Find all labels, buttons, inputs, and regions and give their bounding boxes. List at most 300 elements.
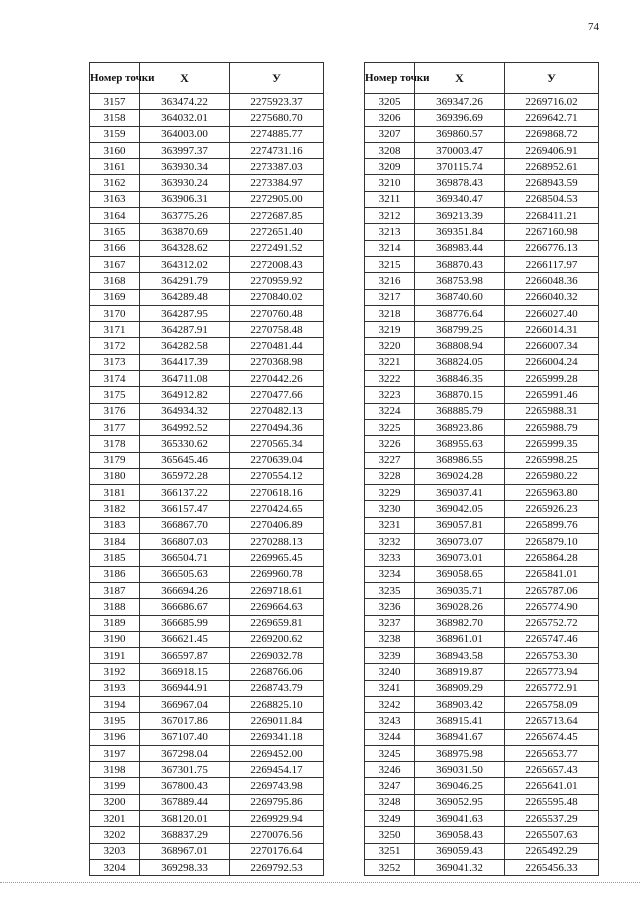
x-coordinate-cell: 364003.00 xyxy=(140,126,230,142)
table-row xyxy=(365,648,599,664)
y-coordinate-cell: 2265758.09 xyxy=(505,696,599,712)
table-row xyxy=(365,468,599,484)
x-coordinate-cell: 368776.64 xyxy=(415,305,505,321)
x-coordinate-cell: 368919.87 xyxy=(415,664,505,680)
table-row xyxy=(365,371,599,387)
table-row xyxy=(365,501,599,517)
y-coordinate-cell: 2272491.52 xyxy=(230,240,324,256)
x-coordinate-cell: 363997.37 xyxy=(140,142,230,158)
point-number-cell: 3190 xyxy=(90,631,140,647)
table-row xyxy=(365,517,599,533)
point-number-cell: 3202 xyxy=(90,827,140,843)
point-number-cell: 3216 xyxy=(365,273,415,289)
point-number-cell: 3188 xyxy=(90,599,140,615)
point-number-cell: 3220 xyxy=(365,338,415,354)
point-number-cell: 3198 xyxy=(90,762,140,778)
x-coordinate-cell: 363474.22 xyxy=(140,94,230,110)
table-row xyxy=(90,94,324,110)
table-row xyxy=(365,794,599,810)
x-coordinate-cell: 369046.25 xyxy=(415,778,505,794)
x-coordinate-cell: 369058.65 xyxy=(415,566,505,582)
point-number-cell: 3193 xyxy=(90,680,140,696)
point-number-cell: 3210 xyxy=(365,175,415,191)
x-coordinate-cell: 367301.75 xyxy=(140,762,230,778)
point-number-cell: 3195 xyxy=(90,713,140,729)
y-coordinate-cell: 2265879.10 xyxy=(505,534,599,550)
point-number-cell: 3201 xyxy=(90,811,140,827)
x-coordinate-cell: 369058.43 xyxy=(415,827,505,843)
table-row xyxy=(90,419,324,435)
x-coordinate-cell: 364934.32 xyxy=(140,403,230,419)
point-number-header: Номер точки xyxy=(90,63,140,94)
point-number-cell: 3226 xyxy=(365,436,415,452)
point-number-header: Номер точки xyxy=(365,63,415,94)
point-number-cell: 3176 xyxy=(90,403,140,419)
y-coordinate-cell: 2270482.13 xyxy=(230,403,324,419)
y-coordinate-cell: 2269929.94 xyxy=(230,811,324,827)
point-number-cell: 3164 xyxy=(90,208,140,224)
table-header-row xyxy=(90,63,324,94)
point-number-cell: 3231 xyxy=(365,517,415,533)
x-coordinate-cell: 369340.47 xyxy=(415,191,505,207)
y-coordinate-cell: 2265841.01 xyxy=(505,566,599,582)
y-coordinate-cell: 2266776.13 xyxy=(505,240,599,256)
point-number-cell: 3163 xyxy=(90,191,140,207)
table-row xyxy=(365,696,599,712)
y-coordinate-cell: 2272651.40 xyxy=(230,224,324,240)
point-number-cell: 3209 xyxy=(365,159,415,175)
x-coordinate-cell: 369351.84 xyxy=(415,224,505,240)
table-row xyxy=(90,485,324,501)
y-coordinate-cell: 2269032.78 xyxy=(230,648,324,664)
table-row xyxy=(365,859,599,875)
x-coordinate-cell: 368799.25 xyxy=(415,322,505,338)
y-coordinate-cell: 2265752.72 xyxy=(505,615,599,631)
point-number-cell: 3159 xyxy=(90,126,140,142)
x-coordinate-cell: 369878.43 xyxy=(415,175,505,191)
table-body xyxy=(365,94,599,876)
table-row xyxy=(90,811,324,827)
table-row xyxy=(90,713,324,729)
x-coordinate-cell: 369059.43 xyxy=(415,843,505,859)
x-coordinate-cell: 366621.45 xyxy=(140,631,230,647)
table-row xyxy=(90,191,324,207)
x-coordinate-cell: 368837.29 xyxy=(140,827,230,843)
point-number-cell: 3187 xyxy=(90,582,140,598)
y-coordinate-cell: 2270758.48 xyxy=(230,322,324,338)
point-number-cell: 3211 xyxy=(365,191,415,207)
y-coordinate-cell: 2270424.65 xyxy=(230,501,324,517)
y-coordinate-cell: 2266117.97 xyxy=(505,256,599,272)
table-row xyxy=(365,110,599,126)
y-coordinate-cell: 2265773.94 xyxy=(505,664,599,680)
y-coordinate-cell: 2270959.92 xyxy=(230,273,324,289)
y-coordinate-cell: 2266007.34 xyxy=(505,338,599,354)
table-row xyxy=(90,403,324,419)
y-coordinate-cell: 2266027.40 xyxy=(505,305,599,321)
table-row xyxy=(90,452,324,468)
x-coordinate-cell: 369041.32 xyxy=(415,859,505,875)
point-number-cell: 3165 xyxy=(90,224,140,240)
table-row xyxy=(365,452,599,468)
table-row xyxy=(90,794,324,810)
y-coordinate-cell: 2269718.61 xyxy=(230,582,324,598)
y-coordinate-cell: 2268825.10 xyxy=(230,696,324,712)
table-row xyxy=(90,305,324,321)
y-coordinate-cell: 2265787.06 xyxy=(505,582,599,598)
point-number-cell: 3169 xyxy=(90,289,140,305)
point-number-cell: 3237 xyxy=(365,615,415,631)
table-row xyxy=(90,224,324,240)
x-coordinate-cell: 369024.28 xyxy=(415,468,505,484)
y-coordinate-cell: 2266040.32 xyxy=(505,289,599,305)
point-number-cell: 3166 xyxy=(90,240,140,256)
x-coordinate-cell: 366694.26 xyxy=(140,582,230,598)
y-coordinate-cell: 2265492.29 xyxy=(505,843,599,859)
x-coordinate-cell: 369860.57 xyxy=(415,126,505,142)
page-number: 74 xyxy=(588,21,599,33)
table-row xyxy=(90,631,324,647)
point-number-cell: 3194 xyxy=(90,696,140,712)
point-number-cell: 3240 xyxy=(365,664,415,680)
point-number-cell: 3234 xyxy=(365,566,415,582)
x-coordinate-cell: 369073.01 xyxy=(415,550,505,566)
y-coordinate-cell: 2265713.64 xyxy=(505,713,599,729)
table-row xyxy=(90,680,324,696)
y-coordinate-cell: 2269960.78 xyxy=(230,566,324,582)
x-coordinate-cell: 366137.22 xyxy=(140,485,230,501)
y-coordinate-cell: 2265772.91 xyxy=(505,680,599,696)
y-coordinate-cell: 2265595.48 xyxy=(505,794,599,810)
x-coordinate-cell: 369041.63 xyxy=(415,811,505,827)
x-coordinate-cell: 366685.99 xyxy=(140,615,230,631)
x-coordinate-cell: 363930.34 xyxy=(140,159,230,175)
y-coordinate-cell: 2268743.79 xyxy=(230,680,324,696)
point-number-cell: 3177 xyxy=(90,419,140,435)
table-row xyxy=(365,582,599,598)
point-number-cell: 3168 xyxy=(90,273,140,289)
table-row xyxy=(90,208,324,224)
coordinates-table-left xyxy=(89,62,324,876)
x-coordinate-cell: 368740.60 xyxy=(415,289,505,305)
y-coordinate-cell: 2268411.21 xyxy=(505,208,599,224)
point-number-cell: 3191 xyxy=(90,648,140,664)
y-coordinate-cell: 2265899.76 xyxy=(505,517,599,533)
x-coordinate-cell: 364992.52 xyxy=(140,419,230,435)
x-coordinate-cell: 367107.40 xyxy=(140,729,230,745)
table-row xyxy=(365,485,599,501)
point-number-cell: 3212 xyxy=(365,208,415,224)
table-row xyxy=(365,256,599,272)
point-number-cell: 3217 xyxy=(365,289,415,305)
y-coordinate-cell: 2267160.98 xyxy=(505,224,599,240)
point-number-cell: 3204 xyxy=(90,859,140,875)
table-row xyxy=(365,534,599,550)
x-coordinate-cell: 368903.42 xyxy=(415,696,505,712)
y-coordinate-header: У xyxy=(230,63,324,94)
table-row xyxy=(90,175,324,191)
point-number-cell: 3167 xyxy=(90,256,140,272)
table-row xyxy=(90,859,324,875)
y-coordinate-cell: 2265980.22 xyxy=(505,468,599,484)
y-coordinate-cell: 2265991.46 xyxy=(505,387,599,403)
table-row xyxy=(90,159,324,175)
y-coordinate-cell: 2270840.02 xyxy=(230,289,324,305)
table-row xyxy=(365,354,599,370)
x-coordinate-cell: 364282.58 xyxy=(140,338,230,354)
x-coordinate-cell: 368955.63 xyxy=(415,436,505,452)
point-number-cell: 3214 xyxy=(365,240,415,256)
x-coordinate-cell: 368961.01 xyxy=(415,631,505,647)
y-coordinate-cell: 2269716.02 xyxy=(505,94,599,110)
y-coordinate-cell: 2265674.45 xyxy=(505,729,599,745)
table-row xyxy=(90,436,324,452)
point-number-cell: 3208 xyxy=(365,142,415,158)
table-row xyxy=(365,191,599,207)
y-coordinate-cell: 2265963.80 xyxy=(505,485,599,501)
x-coordinate-cell: 366504.71 xyxy=(140,550,230,566)
y-coordinate-cell: 2270288.13 xyxy=(230,534,324,550)
table-row xyxy=(90,240,324,256)
x-coordinate-cell: 365330.62 xyxy=(140,436,230,452)
x-coordinate-cell: 368846.35 xyxy=(415,371,505,387)
point-number-cell: 3175 xyxy=(90,387,140,403)
x-coordinate-cell: 368885.79 xyxy=(415,403,505,419)
x-coordinate-cell: 368915.41 xyxy=(415,713,505,729)
point-number-cell: 3186 xyxy=(90,566,140,582)
point-number-cell: 3252 xyxy=(365,859,415,875)
point-number-cell: 3229 xyxy=(365,485,415,501)
point-number-cell: 3235 xyxy=(365,582,415,598)
x-coordinate-cell: 368975.98 xyxy=(415,745,505,761)
point-number-cell: 3238 xyxy=(365,631,415,647)
table-row xyxy=(365,419,599,435)
table-row xyxy=(365,827,599,843)
table-row xyxy=(365,615,599,631)
x-coordinate-cell: 367017.86 xyxy=(140,713,230,729)
x-coordinate-cell: 370003.47 xyxy=(415,142,505,158)
x-coordinate-cell: 364291.79 xyxy=(140,273,230,289)
x-coordinate-cell: 368120.01 xyxy=(140,811,230,827)
x-coordinate-cell: 368808.94 xyxy=(415,338,505,354)
y-coordinate-cell: 2270639.04 xyxy=(230,452,324,468)
table-row xyxy=(365,713,599,729)
y-coordinate-cell: 2265926.23 xyxy=(505,501,599,517)
point-number-cell: 3179 xyxy=(90,452,140,468)
table-row xyxy=(365,843,599,859)
table-row xyxy=(365,729,599,745)
table-row xyxy=(365,322,599,338)
point-number-cell: 3162 xyxy=(90,175,140,191)
table-row xyxy=(365,240,599,256)
table-row xyxy=(365,631,599,647)
x-coordinate-cell: 363930.24 xyxy=(140,175,230,191)
point-number-cell: 3161 xyxy=(90,159,140,175)
table-row xyxy=(90,566,324,582)
point-number-cell: 3241 xyxy=(365,680,415,696)
point-number-cell: 3205 xyxy=(365,94,415,110)
point-number-cell: 3189 xyxy=(90,615,140,631)
y-coordinate-cell: 2270565.34 xyxy=(230,436,324,452)
x-coordinate-cell: 369035.71 xyxy=(415,582,505,598)
y-coordinate-cell: 2269642.71 xyxy=(505,110,599,126)
table-row xyxy=(90,599,324,615)
y-coordinate-cell: 2274885.77 xyxy=(230,126,324,142)
table-row xyxy=(90,745,324,761)
y-coordinate-cell: 2265657.43 xyxy=(505,762,599,778)
table-row xyxy=(365,664,599,680)
y-coordinate-cell: 2265641.01 xyxy=(505,778,599,794)
point-number-cell: 3207 xyxy=(365,126,415,142)
point-number-cell: 3215 xyxy=(365,256,415,272)
x-coordinate-cell: 369298.33 xyxy=(140,859,230,875)
table-row xyxy=(90,110,324,126)
point-number-cell: 3251 xyxy=(365,843,415,859)
x-coordinate-cell: 367298.04 xyxy=(140,745,230,761)
table-row xyxy=(365,94,599,110)
y-coordinate-cell: 2270442.26 xyxy=(230,371,324,387)
table-row xyxy=(365,289,599,305)
y-coordinate-cell: 2273387.03 xyxy=(230,159,324,175)
x-coordinate-cell: 364711.08 xyxy=(140,371,230,387)
table-row xyxy=(365,175,599,191)
coordinates-table-right xyxy=(364,62,599,876)
y-coordinate-cell: 2269792.53 xyxy=(230,859,324,875)
y-coordinate-cell: 2265998.25 xyxy=(505,452,599,468)
table-row xyxy=(365,436,599,452)
y-coordinate-cell: 2268943.59 xyxy=(505,175,599,191)
x-coordinate-cell: 364312.02 xyxy=(140,256,230,272)
table-row xyxy=(365,305,599,321)
point-number-cell: 3173 xyxy=(90,354,140,370)
point-number-cell: 3233 xyxy=(365,550,415,566)
table-row xyxy=(365,811,599,827)
y-coordinate-cell: 2270481.44 xyxy=(230,338,324,354)
point-number-cell: 3182 xyxy=(90,501,140,517)
table-row xyxy=(90,729,324,745)
point-number-cell: 3192 xyxy=(90,664,140,680)
x-coordinate-cell: 369213.39 xyxy=(415,208,505,224)
x-coordinate-cell: 369347.26 xyxy=(415,94,505,110)
x-coordinate-cell: 366867.70 xyxy=(140,517,230,533)
x-coordinate-cell: 368753.98 xyxy=(415,273,505,289)
table-row xyxy=(365,403,599,419)
point-number-cell: 3236 xyxy=(365,599,415,615)
x-coordinate-cell: 369037.41 xyxy=(415,485,505,501)
table-row xyxy=(90,778,324,794)
table-row xyxy=(90,501,324,517)
table-row xyxy=(365,224,599,240)
x-coordinate-cell: 366157.47 xyxy=(140,501,230,517)
table-row xyxy=(90,534,324,550)
y-coordinate-cell: 2265864.28 xyxy=(505,550,599,566)
y-coordinate-cell: 2268766.06 xyxy=(230,664,324,680)
x-coordinate-cell: 366918.15 xyxy=(140,664,230,680)
x-coordinate-cell: 364328.62 xyxy=(140,240,230,256)
x-coordinate-header: X xyxy=(140,63,230,94)
x-coordinate-cell: 366597.87 xyxy=(140,648,230,664)
x-coordinate-cell: 363906.31 xyxy=(140,191,230,207)
table-row xyxy=(365,550,599,566)
y-coordinate-cell: 2265456.33 xyxy=(505,859,599,875)
point-number-cell: 3243 xyxy=(365,713,415,729)
x-coordinate-cell: 368983.44 xyxy=(415,240,505,256)
point-number-cell: 3248 xyxy=(365,794,415,810)
point-number-cell: 3170 xyxy=(90,305,140,321)
table-row xyxy=(90,338,324,354)
y-coordinate-cell: 2266004.24 xyxy=(505,354,599,370)
x-coordinate-cell: 364287.95 xyxy=(140,305,230,321)
point-number-cell: 3249 xyxy=(365,811,415,827)
x-coordinate-cell: 368870.43 xyxy=(415,256,505,272)
table-row xyxy=(90,696,324,712)
x-coordinate-cell: 368909.29 xyxy=(415,680,505,696)
table-row xyxy=(90,387,324,403)
point-number-cell: 3224 xyxy=(365,403,415,419)
point-number-cell: 3183 xyxy=(90,517,140,533)
point-number-cell: 3172 xyxy=(90,338,140,354)
point-number-cell: 3160 xyxy=(90,142,140,158)
table-row xyxy=(365,745,599,761)
table-row xyxy=(365,762,599,778)
table-row xyxy=(90,648,324,664)
y-coordinate-cell: 2265537.29 xyxy=(505,811,599,827)
y-coordinate-cell: 2274731.16 xyxy=(230,142,324,158)
x-coordinate-cell: 366944.91 xyxy=(140,680,230,696)
y-coordinate-cell: 2265753.30 xyxy=(505,648,599,664)
y-coordinate-cell: 2266048.36 xyxy=(505,273,599,289)
y-coordinate-cell: 2270368.98 xyxy=(230,354,324,370)
y-coordinate-cell: 2270618.16 xyxy=(230,485,324,501)
x-coordinate-cell: 369031.50 xyxy=(415,762,505,778)
x-coordinate-cell: 368943.58 xyxy=(415,648,505,664)
table-row xyxy=(365,338,599,354)
y-coordinate-cell: 2270494.36 xyxy=(230,419,324,435)
y-coordinate-cell: 2270176.64 xyxy=(230,843,324,859)
point-number-cell: 3250 xyxy=(365,827,415,843)
y-coordinate-cell: 2269011.84 xyxy=(230,713,324,729)
table-row xyxy=(365,680,599,696)
point-number-cell: 3244 xyxy=(365,729,415,745)
y-coordinate-cell: 2269868.72 xyxy=(505,126,599,142)
y-coordinate-cell: 2272687.85 xyxy=(230,208,324,224)
y-coordinate-cell: 2269406.91 xyxy=(505,142,599,158)
point-number-cell: 3222 xyxy=(365,371,415,387)
x-coordinate-cell: 363870.69 xyxy=(140,224,230,240)
y-coordinate-cell: 2272008.43 xyxy=(230,256,324,272)
point-number-cell: 3181 xyxy=(90,485,140,501)
y-coordinate-cell: 2269452.00 xyxy=(230,745,324,761)
y-coordinate-cell: 2270406.89 xyxy=(230,517,324,533)
x-coordinate-cell: 364032.01 xyxy=(140,110,230,126)
y-coordinate-cell: 2275680.70 xyxy=(230,110,324,126)
point-number-cell: 3200 xyxy=(90,794,140,810)
table-row xyxy=(365,273,599,289)
point-number-cell: 3230 xyxy=(365,501,415,517)
y-coordinate-cell: 2272905.00 xyxy=(230,191,324,207)
point-number-cell: 3184 xyxy=(90,534,140,550)
point-number-cell: 3221 xyxy=(365,354,415,370)
x-coordinate-cell: 365972.28 xyxy=(140,468,230,484)
point-number-cell: 3213 xyxy=(365,224,415,240)
table-row xyxy=(90,256,324,272)
x-coordinate-cell: 364289.48 xyxy=(140,289,230,305)
table-row xyxy=(90,289,324,305)
point-number-cell: 3218 xyxy=(365,305,415,321)
x-coordinate-cell: 369042.05 xyxy=(415,501,505,517)
x-coordinate-cell: 368923.86 xyxy=(415,419,505,435)
point-number-cell: 3219 xyxy=(365,322,415,338)
